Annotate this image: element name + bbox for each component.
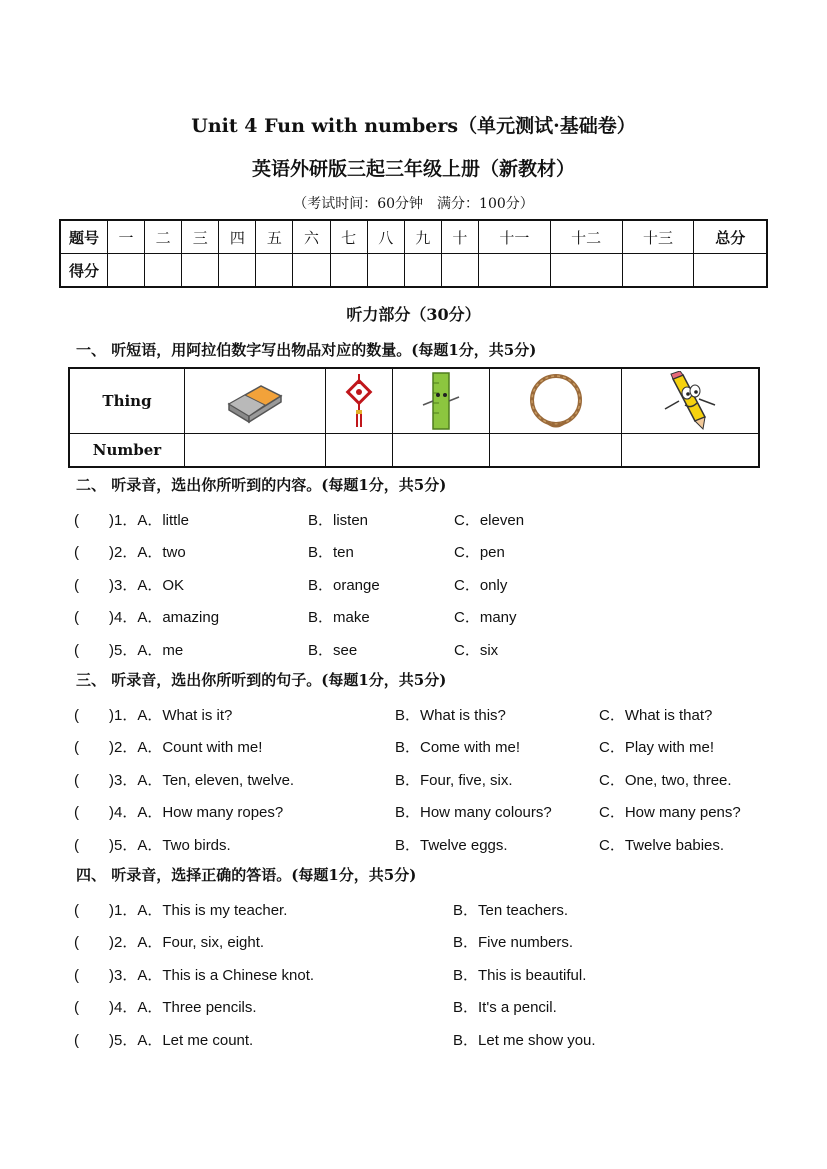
- number-answer-cell[interactable]: [392, 434, 489, 468]
- score-col: 二: [145, 220, 182, 254]
- question-option-a: ( )5．A．Let me count.: [74, 1032, 254, 1049]
- question-option-a: ( )4．A．amazing: [74, 609, 220, 626]
- eraser-icon: [223, 378, 287, 424]
- question-option-a: ( )2．A．Count with me!: [74, 739, 263, 756]
- score-cell[interactable]: [404, 254, 441, 288]
- question-option-c: C．Play with me!: [599, 739, 715, 756]
- score-col: 一: [108, 220, 145, 254]
- question-option-b: B．This is beautiful.: [453, 967, 587, 984]
- question-option-c: C．Twelve babies.: [599, 837, 725, 854]
- question-option-c: C．six: [454, 642, 499, 659]
- question-option-b: B．Twelve eggs.: [395, 837, 508, 854]
- thing-label: Thing: [69, 368, 185, 434]
- score-cell[interactable]: [145, 254, 182, 288]
- question-option-a: ( )5．A．me: [74, 642, 184, 659]
- question-option-b: B．listen: [308, 512, 369, 529]
- score-cell[interactable]: [219, 254, 256, 288]
- question-option-b: B．Come with me!: [395, 739, 521, 756]
- score-col: 四: [219, 220, 256, 254]
- score-cell[interactable]: [182, 254, 219, 288]
- score-cell[interactable]: [367, 254, 404, 288]
- section1-title: 一、 听短语，用阿拉伯数字写出物品对应的数量。(每题1分，共5分): [76, 341, 537, 359]
- score-col: 七: [330, 220, 367, 254]
- score-col: 十: [441, 220, 478, 254]
- question-option-a: ( )1．A．This is my teacher.: [74, 902, 288, 919]
- score-cell[interactable]: [293, 254, 330, 288]
- score-col: 三: [182, 220, 219, 254]
- question-option-c: C．How many pens?: [599, 804, 741, 821]
- score-table: [59, 219, 768, 288]
- question-option-b: B．make: [308, 609, 370, 626]
- rope-icon: [526, 371, 586, 431]
- score-row-label: 得分: [60, 254, 108, 288]
- question-option-b: B．Four, five, six.: [395, 772, 513, 789]
- score-cell[interactable]: [108, 254, 145, 288]
- score-col: 五: [256, 220, 293, 254]
- question-option-c: C．What is that?: [599, 707, 713, 724]
- score-col: 六: [293, 220, 330, 254]
- question-option-b: B．see: [308, 642, 358, 659]
- question-option-b: B．Ten teachers.: [453, 902, 569, 919]
- ruler-icon: [419, 371, 463, 431]
- question-option-a: ( )3．A．Ten, eleven, twelve.: [74, 772, 295, 789]
- exam-info: （考试时间：60分钟 满分：100分）: [293, 196, 534, 212]
- question-option-c: C．only: [454, 577, 508, 594]
- score-col: 八: [367, 220, 404, 254]
- question-option-a: ( )1．A．little: [74, 512, 190, 529]
- score-col: 九: [404, 220, 441, 254]
- thing-table: [68, 367, 760, 468]
- score-cell[interactable]: [622, 254, 694, 288]
- section4-title: 四、 听录音，选择正确的答语。(每题1分，共5分): [76, 866, 417, 884]
- number-label: Number: [69, 434, 185, 468]
- question-option-b: B．Let me show you.: [453, 1032, 596, 1049]
- question-option-b: B．Five numbers.: [453, 934, 574, 951]
- question-option-c: C．eleven: [454, 512, 525, 529]
- question-option-c: C．One, two, three.: [599, 772, 732, 789]
- score-cell[interactable]: [256, 254, 293, 288]
- thing-cell: [392, 368, 489, 434]
- thing-cell: [185, 368, 326, 434]
- number-answer-cell[interactable]: [622, 434, 759, 468]
- question-option-a: ( )2．A．Four, six, eight.: [74, 934, 265, 951]
- score-cell[interactable]: [441, 254, 478, 288]
- listening-part-title: 听力部分（30分）: [346, 305, 481, 324]
- question-option-b: B．ten: [308, 544, 354, 561]
- question-option-a: ( )1．A．What is it?: [74, 707, 233, 724]
- thing-cell: [490, 368, 622, 434]
- section2-title: 二、 听录音，选出你所听到的内容。(每题1分，共5分): [76, 476, 447, 494]
- number-answer-cell[interactable]: [490, 434, 622, 468]
- question-option-a: ( )4．A．How many ropes?: [74, 804, 284, 821]
- question-option-c: C．many: [454, 609, 517, 626]
- question-option-a: ( )4．A．Three pencils.: [74, 999, 257, 1016]
- question-option-b: B．What is this?: [395, 707, 506, 724]
- question-option-b: B．How many colours?: [395, 804, 552, 821]
- score-col: 十一: [478, 220, 550, 254]
- question-option-b: B．It's a pencil.: [453, 999, 557, 1016]
- score-cell[interactable]: [550, 254, 622, 288]
- score-col: 总分: [694, 220, 767, 254]
- thing-cell: [325, 368, 392, 434]
- doc-title: Unit 4 Fun with numbers（单元测试·基础卷）: [191, 115, 636, 137]
- section3-title: 三、 听录音，选出你所听到的句子。(每题1分，共5分): [76, 671, 447, 689]
- number-answer-cell[interactable]: [185, 434, 326, 468]
- score-col: 十三: [622, 220, 694, 254]
- score-cell[interactable]: [478, 254, 550, 288]
- question-option-c: C．pen: [454, 544, 505, 561]
- thing-cell: [622, 368, 759, 434]
- doc-subtitle: 英语外研版三起三年级上册（新教材）: [251, 158, 575, 180]
- score-row-label: 题号: [60, 220, 108, 254]
- number-answer-cell[interactable]: [325, 434, 392, 468]
- question-option-b: B．orange: [308, 577, 380, 594]
- chinese-knot-icon: [344, 374, 374, 428]
- score-col: 十二: [550, 220, 622, 254]
- question-option-a: ( )3．A．This is a Chinese knot.: [74, 967, 315, 984]
- score-cell[interactable]: [694, 254, 767, 288]
- question-option-a: ( )5．A．Two birds.: [74, 837, 231, 854]
- question-option-a: ( )3．A．OK: [74, 577, 185, 594]
- question-option-a: ( )2．A．two: [74, 544, 186, 561]
- score-cell[interactable]: [330, 254, 367, 288]
- pencil-icon: [659, 371, 721, 431]
